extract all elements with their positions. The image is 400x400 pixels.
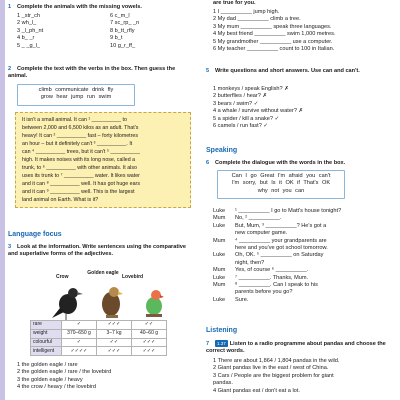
dialogue-text: ⁴ __________ your grandparents are bbox=[235, 237, 327, 244]
list-item: 1 There are about 1,864 / 1,804 pandas in the wild. bbox=[213, 358, 340, 364]
text-line: land animal on Earth. What is it? bbox=[22, 197, 99, 203]
ex5-items bbox=[213, 86, 303, 130]
ex7-number: 7 bbox=[206, 341, 210, 347]
list-item: 1 _str_ch bbox=[17, 13, 41, 19]
dialogue-line bbox=[213, 208, 341, 215]
ex2-instruction: Complete the text with the verbs in the box. Then guess the animal. bbox=[8, 66, 176, 80]
table-cell: ✓ bbox=[62, 338, 97, 347]
list-item: 8 b_tt_rfly bbox=[110, 27, 135, 34]
word-box-line: grow hear jump run swim bbox=[40, 94, 112, 101]
text-line: and it can ⁸ __________ well. It has got huge ears bbox=[22, 181, 140, 187]
list-item: 2 My dad __________ climb a tree. bbox=[213, 16, 301, 23]
ex2-reading-text bbox=[15, 112, 191, 208]
list-item: pandas. bbox=[213, 380, 233, 387]
table-cell: 3–7 kg bbox=[97, 329, 132, 338]
table-cell: ✓✓✓ bbox=[132, 338, 167, 347]
col-header-golden-eagle: Golden eagle bbox=[87, 270, 119, 276]
list-item: 2 Giant pandas live in the east / west of China. bbox=[213, 365, 329, 372]
ex3-heading bbox=[8, 244, 193, 259]
word-box-line: Can I go Great I'm afraid you can't bbox=[231, 173, 331, 179]
list-item: 6 My teacher __________ count to 100 in Italian. bbox=[213, 46, 335, 53]
ex5-instruction: Write questions and short answers. Use can and can't. bbox=[215, 68, 360, 74]
table-cell: ✓✓✓ bbox=[97, 347, 132, 356]
language-focus-heading: Language focus bbox=[8, 231, 62, 238]
dialogue-line bbox=[213, 223, 341, 230]
speaker: Luke bbox=[213, 208, 226, 214]
list-item: 4 My best friend __________ swim 1,000 metres. bbox=[213, 31, 336, 38]
dialogue-text: No, ² __________. bbox=[235, 215, 282, 222]
table-row bbox=[31, 329, 167, 338]
bird-pictures bbox=[46, 284, 176, 320]
list-item: 1 the golden eagle / rare bbox=[17, 362, 78, 368]
speaker: Luke bbox=[213, 274, 226, 281]
table-cell: ✓✓✓ bbox=[132, 347, 167, 356]
list-item: 1 monkeys / speak English? ✗ bbox=[213, 86, 289, 92]
word-box-line: why not you can bbox=[257, 187, 305, 194]
listening-heading: Listening bbox=[206, 327, 238, 334]
col-header-crow: Crow bbox=[56, 274, 69, 280]
ex3-instruction: Look at the information. Write sentences using the comparative and superlative forms of the adjectives. bbox=[8, 244, 186, 258]
ex5-number: 5 bbox=[206, 68, 210, 74]
ex5-heading bbox=[206, 68, 391, 75]
text-line: between 2,000 and 6,500 kilos as an adult. That's bbox=[22, 125, 139, 131]
ex3-number: 3 bbox=[8, 244, 12, 250]
dialogue-line bbox=[213, 230, 341, 237]
dialogue-line bbox=[213, 297, 341, 304]
table-cell: intelligent bbox=[31, 347, 62, 356]
list-item: 10 g_r_ff_ bbox=[110, 42, 136, 49]
list-item: 2 butterflies / hear? ✗ bbox=[213, 93, 268, 100]
list-item: 3 the golden eagle / heavy bbox=[17, 376, 83, 383]
text-line: an hour – but it definitely can't ³ __________. It bbox=[22, 141, 133, 147]
audio-track-badge[interactable]: 1.37 bbox=[217, 341, 226, 346]
table-cell: weight bbox=[31, 329, 62, 338]
speaker: Mum bbox=[213, 267, 226, 274]
text-line: heavy! It can ² __________ fast – forty kilometres bbox=[22, 133, 139, 139]
text-line: uses its trunk to ⁷ __________ water. It likes water bbox=[22, 173, 140, 179]
table-row bbox=[31, 347, 167, 356]
dialogue-line bbox=[213, 282, 341, 289]
table-cell: rare bbox=[31, 321, 62, 330]
ex1-right-list bbox=[110, 13, 139, 50]
ex6-dialogue bbox=[213, 208, 341, 304]
dialogue-text: parents before you go? bbox=[235, 289, 293, 296]
ex1-heading bbox=[8, 4, 142, 11]
col-header-lovebird: Lovebird bbox=[122, 274, 144, 280]
text-line: and it can ⁹ __________ well. This is the largest bbox=[22, 189, 135, 195]
table-cell: ✓ bbox=[62, 321, 97, 330]
list-item: 3 My mum __________ speak three languages. bbox=[213, 23, 332, 30]
ex1-left-list bbox=[17, 13, 43, 50]
ex3-items bbox=[17, 362, 111, 392]
ex6-number: 6 bbox=[206, 160, 210, 166]
table-row bbox=[31, 321, 167, 330]
ex1-instruction: Complete the animals with the missing vowels. bbox=[17, 4, 142, 10]
dialogue-line bbox=[213, 252, 341, 259]
crow-image bbox=[52, 288, 83, 320]
ex2-number: 2 bbox=[8, 66, 12, 72]
list-item: 3 _l_ph_nt bbox=[17, 27, 44, 34]
ex2-heading bbox=[8, 66, 193, 81]
list-item: 1 I __________ jump high. bbox=[213, 9, 280, 15]
list-item: 2 the golden eagle / rare / the lovebird bbox=[17, 369, 112, 376]
dialogue-text: ⁸ __________. Can I speak to his bbox=[235, 282, 318, 289]
dialogue-text: Sure. bbox=[235, 296, 249, 303]
adjectives-table bbox=[30, 320, 167, 356]
speaker: Mum bbox=[213, 237, 226, 244]
table-cell: ✓✓ bbox=[97, 338, 132, 347]
table-cell: colourful bbox=[31, 338, 62, 347]
ex4-intro: are true for you. bbox=[213, 0, 256, 6]
table-cell: 370–650 g bbox=[62, 329, 97, 338]
dialogue-line bbox=[213, 289, 341, 296]
list-item: 6 c_m_l bbox=[110, 13, 130, 19]
dialogue-text: But, Mum, ³ __________? He's got a bbox=[235, 222, 327, 229]
dialogue-line bbox=[213, 238, 341, 245]
ex7-instruction: Listen to a radio programme about pandas and choose the correct words. bbox=[206, 341, 386, 355]
golden-eagle-image bbox=[102, 287, 123, 318]
dialogue-text: ¹ __________ I go to Matt's house tonight? bbox=[235, 208, 342, 214]
table-row bbox=[31, 338, 167, 347]
table-cell: 40–60 g bbox=[132, 329, 167, 338]
dialogue-text: night, then? bbox=[235, 259, 265, 266]
list-item: 5 My grandmother __________ use a computer. bbox=[213, 38, 333, 45]
ex4-items bbox=[213, 9, 336, 53]
speaker: Luke bbox=[213, 252, 226, 259]
speaker: Mum bbox=[213, 215, 226, 222]
list-item: 3 bears / swim? ✓ bbox=[213, 100, 259, 107]
ex6-heading bbox=[206, 160, 345, 167]
list-item: 6 camels / run fast? ✓ bbox=[213, 123, 269, 130]
text-line: It isn't a small animal. It can ¹ __________ to bbox=[22, 117, 127, 123]
text-line: high. It makes noises with its long nose, called a bbox=[22, 157, 136, 163]
dialogue-text: new computer game. bbox=[235, 230, 288, 237]
ex7-items bbox=[213, 358, 339, 395]
list-item: 4 b_ _r bbox=[17, 35, 35, 42]
list-item: 9 b_t bbox=[110, 35, 123, 42]
list-item: 3 Cars / People are the biggest problem for giant bbox=[213, 372, 334, 379]
dialogue-text: here and you've got school tomorrow. bbox=[235, 245, 328, 252]
ex6-word-box bbox=[217, 170, 345, 199]
word-box-line: I'm sorry, but Is it OK if That's OK bbox=[231, 180, 331, 187]
speaker: Luke bbox=[213, 222, 226, 229]
dialogue-text: Yes, of course ⁶ __________. bbox=[235, 267, 309, 274]
ex6-instruction: Complete the dialogue with the words in the box. bbox=[215, 160, 346, 166]
dialogue-text: Oh, OK. ⁵ __________ on Saturday bbox=[235, 252, 324, 259]
speaker: Mum bbox=[213, 282, 226, 289]
text-line: can ⁴ __________ trees, but it can't ⁵ __________ bbox=[22, 149, 140, 155]
table-cell: ✓✓ bbox=[132, 321, 167, 330]
ex7-heading bbox=[206, 340, 396, 356]
lovebird-image bbox=[146, 290, 164, 317]
list-item: 7 sc_rp_ _n bbox=[110, 20, 140, 27]
list-item: 4 a whale / survive without water? ✗ bbox=[213, 108, 304, 115]
list-item: 4 the crow / heavy / the lovebird bbox=[17, 384, 96, 391]
dialogue-text: ⁷ __________. Thanks, Mum. bbox=[235, 274, 309, 281]
word-box-line: climb communicate drink fly bbox=[38, 87, 114, 93]
table-cell: ✓✓✓✓ bbox=[62, 347, 97, 356]
ex1-number: 1 bbox=[8, 4, 12, 10]
table-cell: ✓✓✓ bbox=[97, 321, 132, 330]
ex2-word-box bbox=[17, 84, 135, 106]
dialogue-line bbox=[213, 267, 341, 274]
text-line: trunk, to ⁶ __________ with other animals. It also bbox=[22, 165, 137, 171]
dialogue-line bbox=[213, 215, 341, 222]
list-item: 4 Giant pandas eat / don't eat a lot. bbox=[213, 387, 300, 394]
list-item: 5 _ _g_l_ bbox=[17, 42, 41, 49]
dialogue-line bbox=[213, 275, 341, 282]
list-item: 2 wh_l_ bbox=[17, 20, 37, 27]
speaker: Luke bbox=[213, 296, 226, 303]
page-edge-strip bbox=[0, 0, 5, 400]
list-item: 5 a spider / kill a snake? ✓ bbox=[213, 115, 280, 122]
speaking-heading: Speaking bbox=[206, 147, 238, 154]
